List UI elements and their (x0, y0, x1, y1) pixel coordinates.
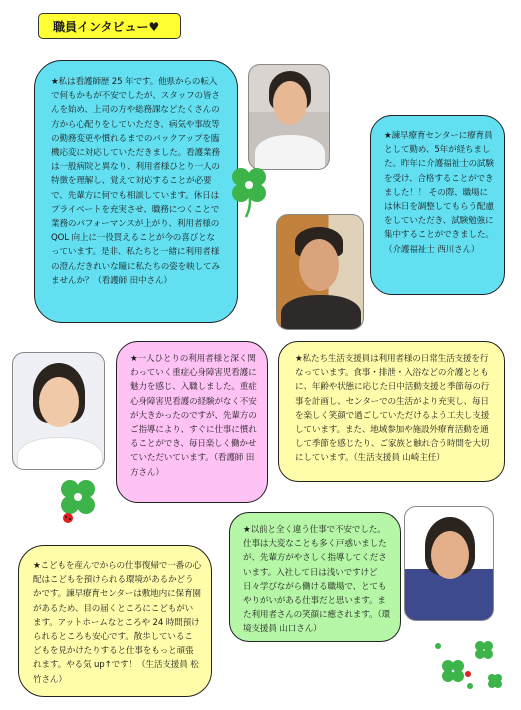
ladybug-icon (62, 512, 74, 524)
photo-face (39, 377, 79, 427)
clover-icon (430, 626, 510, 696)
staff-photo-tagata (12, 352, 105, 470)
photo-face (431, 531, 469, 579)
interview-bubble-tagata: ★一人ひとりの利用者様と深く関わっていく重症心身障害児看護に魅力を感じ、入職しました。重症心身障害児看護の経験がなく不安が大きかったのですが、先輩方のご指導により、すぐに仕事に慣れることができ、毎日楽しく働かせていただいています。（看護師 田方さん） (116, 341, 268, 503)
photo-face (273, 81, 307, 125)
photo-face (299, 239, 339, 291)
clover-icon (226, 163, 272, 219)
interview-bubble-yamasaki: ★私たち生活支援員は利用者様の日常生活支援を行なっています。食事・排泄・入浴などの介護とともに、年齢や状態に応じた日中活動支援と季節毎の行事を計画し、センターでの生活がより充実し、毎日を楽しく笑顔で過ごしていただけるよう工夫し支援しています。また、地域参加や施設外療育活動を通して季節を感じたり、ご家族と触れ合う時間を大切にしています。（生活支援員 山崎主任） (278, 341, 505, 482)
interview-bubble-matsutake: ★こどもを産んでからの仕事復帰で一番の心配はこどもを預けられる環境があるかどうかです。諫早療育センターは敷地内に保育園があるため、目の届くところにこどもがいます。アットホームなところや 24 時間預けられるところも安心です。散歩しているこどもを見かけたりすると仕事をもっと頑張れます。やる気 up↑です！（生活支援員 松竹さん） (18, 545, 212, 697)
page-title: 職員インタビュー♥ (38, 13, 181, 39)
interview-bubble-yamaguchi: ★以前と全く違う仕事で不安でした。仕事は大変なことも多く戸惑いましたが、先輩方がやさしく指導してくださいます。入社して日は浅いですけど日々学びながら働ける職場で、とてもやりがいがある仕事だと思います。また利用者さんの笑顔に癒されます。（環境支援員 山口さん） (229, 512, 401, 642)
interview-bubble-nishikawa: ★諫早療育センターに療育員として勤め、5年が経ちました。昨年に介護福祉士の試験を受け、合格することができました！！ その際、職場には休日を調整してもらう配慮をしていただき、試験勉強に集中することができました。（介護福祉士 西川さん） (370, 115, 505, 295)
staff-photo-tanaka (248, 64, 330, 170)
interview-bubble-tanaka: ★私は看護師歴 25 年です。他県からの転入で何もかもが不安でしたが、スタッフの皆さんを始め、上司の方や総務課などたくさんの方から心配りをしていただき、病気や事故等の勤務変更や慣れるまでのバックアップを臨機応変に対応していただきました。看護業務は一般病院と異なり、利用者様ひとり一人の特徴を理解し、覚えて対応することが必要で、先輩方に何でも相談しています。休日はプライベートを充実させ、職務につくことで業務のパフォーマンスが上がり、利用者様の QOL 向上に一役買えることが今の喜びとなっています。是非、私たちと一緒に利用者様の澄んだきれいな瞳に私たちの姿を映してみませんか？（看護師 田中さん） (34, 60, 238, 323)
staff-photo-yamaguchi (404, 506, 494, 621)
photo-body (17, 437, 103, 470)
staff-photo-nishikawa (276, 214, 364, 330)
photo-body (281, 295, 361, 330)
